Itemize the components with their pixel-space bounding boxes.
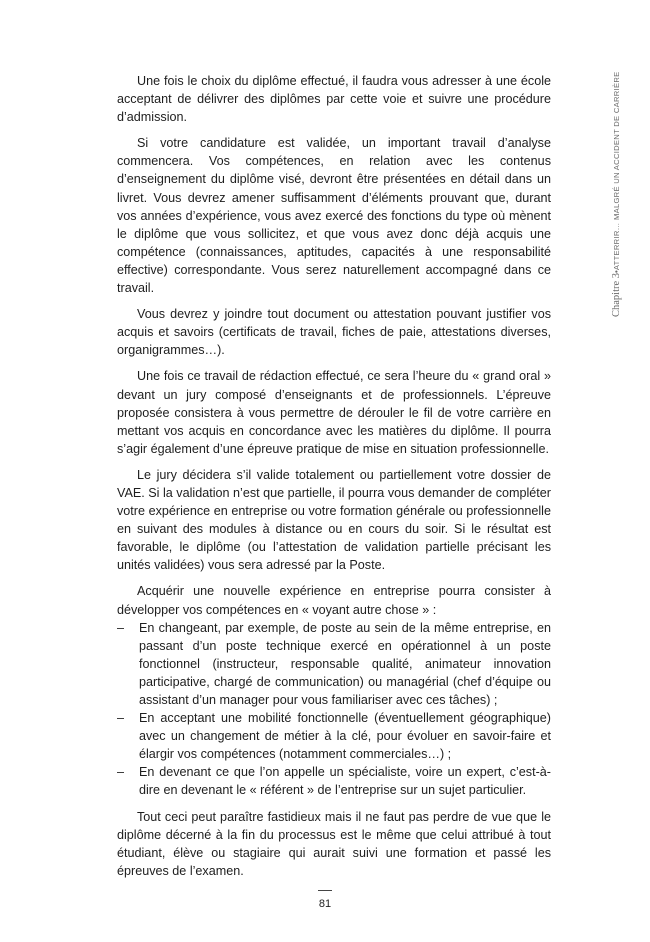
running-head-separator: •	[612, 270, 621, 274]
list-item	[117, 709, 551, 763]
running-head	[608, 72, 626, 344]
list-item-text: En acceptant une mobilité fonctionnelle (éventuellement géographique) avec un changement de métier à la clé, pour évoluer en savoir-faire et élargir vos compétences (notamment commerciales…) ;	[139, 711, 551, 762]
page-number: 81	[318, 898, 332, 910]
closing-paragraph: Tout ceci peut paraître fastidieux mais il ne faut pas perdre de vue que le diplôme décerné à la fin du processus est le même que celui attribué à tout étudiant, élève ou stagiaire qui aurait suivi une formation et passé les épreuves de l’examen.	[117, 809, 551, 878]
paragraph: Une fois ce travail de rédaction effectué, ce sera l’heure du « grand oral » devant un jury composé d’enseignants et de professionnels. L’épreuve proposée consistera à vous permettre de dérouler le fil de votre carrière en mettant vos acquis en concordance avec les matières du diplôme. Il pourra s’agir également d’une épreuve pratique de mise en situation professionnelle.	[117, 369, 551, 456]
list-marker: –	[117, 620, 125, 635]
list-marker: –	[117, 765, 125, 780]
paragraph: Si votre candidature est validée, un important travail d’analyse commencera. Vos compétences, en relation avec les contenus d’enseignement du diplôme visé, devront être présentées en détail dans un livret. Vous devrez amener suffisamment d’éléments prouvant que, durant vos années d’expérience, vous avez exercé des fonctions du type où mènent le diplôme que vous sollicitez, et que vous avez donc déjà acquis une compétence (connaissances, aptitudes, capacités à une responsabilité effective) correspondante. Vous serez naturellement accompagné dans ce travail.	[117, 136, 551, 296]
paragraph: Acquérir une nouvelle expérience en entreprise pourra consister à développer vos compétences en « voyant autre chose » :	[117, 584, 551, 617]
list-item	[117, 619, 551, 709]
body-text	[117, 72, 551, 888]
running-head-title: ATTERRIR… MALGRÉ UN ACCIDENT DE CARRIÈRE	[612, 72, 621, 271]
running-head-chapter: Chapitre 3	[611, 273, 622, 318]
footer-rule	[318, 890, 332, 891]
page-footer	[305, 890, 345, 912]
paragraph: Le jury décidera s’il valide totalement ou partiellement votre dossier de VAE. Si la validation n’est que partielle, il pourra vous demander de compléter votre expérience en entreprise ou votre formation générale ou professionnelle en suivant des modules à distance ou en cours du soir. Si le résultat est favorable, le diplôme (ou l’attestation de validation partielle précisant les unités validées) vous sera adressé par la Poste.	[117, 467, 551, 573]
list-item-text: En changeant, par exemple, de poste au sein de la même entreprise, en passant d’un poste technique exercé en opérationnel à un poste fonctionnel (instructeur, responsable qualité, animateur innovation participative, chargé de communication) ou managérial (chef d’équipe ou assistant d’un manager pour vous familiariser avec ces tâches) ;	[139, 620, 551, 707]
paragraph: Vous devrez y joindre tout document ou attestation pouvant justifier vos acquis et savoirs (certificats de travail, fiches de paie, attestations diverses, organigrammes…).	[117, 307, 551, 358]
list-item	[117, 763, 551, 799]
bullet-list	[117, 619, 551, 800]
paragraph: Une fois le choix du diplôme effectué, il faudra vous adresser à une école acceptant de délivrer des diplômes par cette voie et suivre une procédure d’admission.	[117, 74, 551, 125]
list-item-text: En devenant ce que l’on appelle un spécialiste, voire un expert, c’est-à-dire en devenant le « référent » de l’entreprise sur un sujet particulier.	[139, 765, 551, 798]
list-marker: –	[117, 711, 125, 726]
